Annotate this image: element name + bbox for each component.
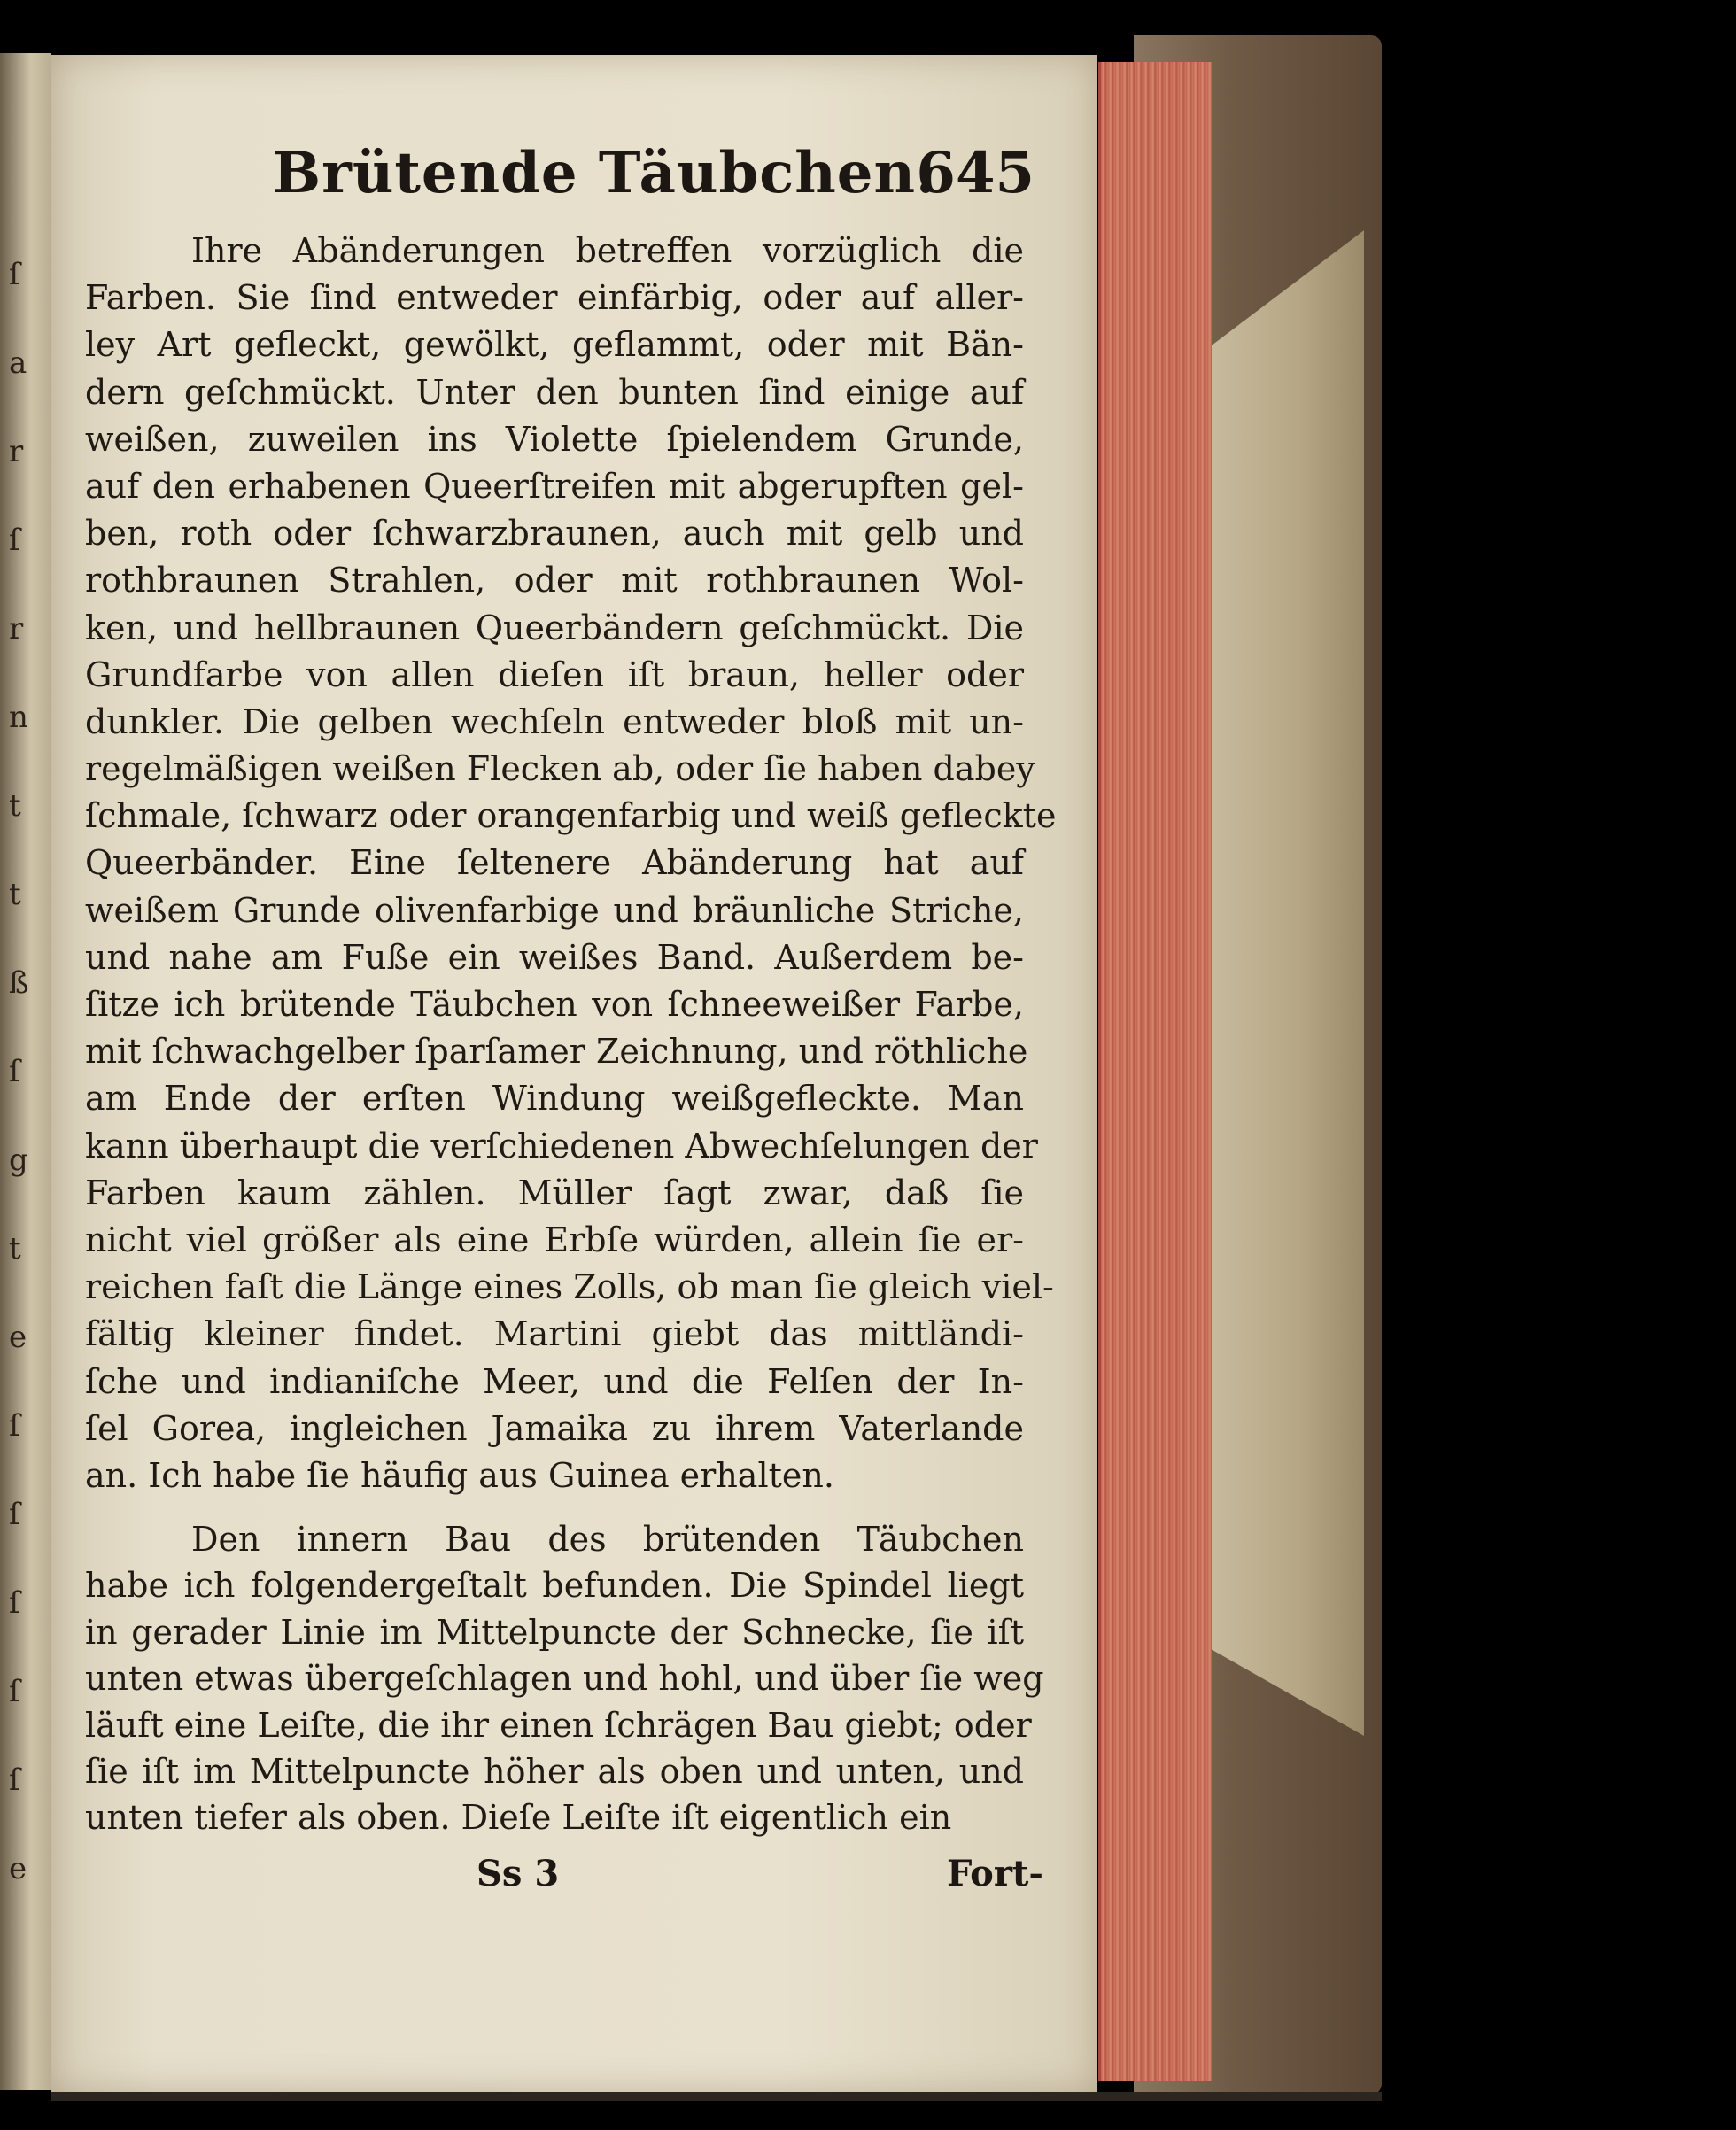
text-line: läuft eine Leiſte, die ihr einen ſchrägen Bau giebt; oder <box>85 1705 1032 1745</box>
text-line: Grundfarbe von allen dieſen iſt braun, heller oder <box>85 654 1024 694</box>
left-page-glyph: ſ <box>9 1585 20 1621</box>
text-line: reichen faſt die Länge eines Zolls, ob man ſie gleich viel- <box>85 1267 1054 1307</box>
text-line: Farben. Sie ſind entweder einfärbig, oder auf aller- <box>85 278 1024 318</box>
text-line: auf den erhabenen Queerſtreifen mit abgerupften gel- <box>85 466 1024 506</box>
left-page-glyph: e <box>9 1320 27 1355</box>
left-page-glyph: t <box>9 1231 21 1266</box>
text-line: dunkler. Die gelben wechſeln entweder bloß mit un- <box>85 701 1024 741</box>
text-line: regelmäßigen weißen Flecken ab, oder ſie haben dabey <box>85 749 1035 789</box>
left-page-glyph: t <box>9 877 21 912</box>
left-page-glyph: r <box>9 611 24 647</box>
left-page-glyph: n <box>9 700 28 735</box>
catchword: Fort- <box>946 1853 1043 1894</box>
text-line: ſitze ich brütende Täubchen von ſchneeweißer Farbe, <box>85 985 1024 1024</box>
book-page <box>51 55 1097 2092</box>
left-page-glyph: ſ <box>9 1762 20 1798</box>
page-fore-edge <box>1098 62 1212 2081</box>
left-page-glyph: g <box>9 1142 28 1178</box>
text-line: ſche und indianiſche Meer, und die Felſen der In- <box>85 1361 1024 1401</box>
page-number: 645 <box>916 140 1035 206</box>
text-line: mit ſchwachgelber ſparſamer Zeichnung, und röthliche <box>85 1032 1028 1072</box>
text-line: fältig kleiner findet. Martini giebt das mittländi- <box>85 1314 1024 1354</box>
text-line: weißem Grunde olivenfarbige und bräunliche Striche, <box>85 890 1024 930</box>
left-page-glyph: ſ <box>9 1054 20 1089</box>
left-page-glyph: e <box>9 1851 27 1886</box>
page-footer <box>477 1853 1043 1906</box>
left-page-glyph: ſ <box>9 257 20 292</box>
left-page-glyph: ſ <box>9 1408 20 1444</box>
text-line: ley Art gefleckt, gewölkt, geflammt, oder mit Bän- <box>85 325 1024 365</box>
text-line: nicht viel größer als eine Erbſe würden, allein ſie er- <box>85 1220 1024 1259</box>
text-line: weißen, zuweilen ins Violette ſpielendem Grunde, <box>85 419 1024 459</box>
running-title: Brütende Täubchen. <box>273 140 937 206</box>
paragraph-2 <box>85 1516 1044 1841</box>
text-line: ſchmale, ſchwarz oder orangenfarbig und weiß gefleckte <box>85 796 1057 836</box>
text-line: Den innern Bau des brütenden Täubchen <box>191 1520 1024 1559</box>
text-line: kann überhaupt die verſchiedenen Abwechſelungen der <box>85 1126 1038 1166</box>
text-line: an. Ich habe ſie häufig aus Guinea erhalten. <box>85 1455 834 1495</box>
left-page-glyph: ſ <box>9 1674 20 1709</box>
text-line: rothbraunen Strahlen, oder mit rothbraunen Wol- <box>85 561 1024 600</box>
text-line: in gerader Linie im Mittelpuncte der Schnecke, ſie iſt <box>85 1612 1024 1652</box>
text-line: ſie iſt im Mittelpuncte höher als oben und unten, und <box>85 1751 1024 1791</box>
text-line: ben, roth oder ſchwarzbraunen, auch mit gelb und <box>85 514 1024 554</box>
text-line: ſel Gorea, ingleichen Jamaika zu ihrem Vaterlande <box>85 1408 1024 1448</box>
scanner-edge <box>51 2092 1382 2101</box>
text-line: ken, und hellbraunen Queerbändern geſchmückt. Die <box>85 608 1024 647</box>
text-line: Queerbänder. Eine ſeltenere Abänderung hat auf <box>85 843 1024 883</box>
left-page-glyph: ß <box>9 965 29 1001</box>
left-page-fragment <box>0 53 51 2090</box>
cover-endpaper <box>1205 230 1364 1736</box>
left-page-glyph: a <box>9 345 27 381</box>
text-line: und nahe am Fuße ein weißes Band. Außerdem be- <box>85 937 1024 977</box>
left-page-glyph: ſ <box>9 523 20 558</box>
left-page-glyph: ſ <box>9 1497 20 1532</box>
signature-mark: Ss 3 <box>477 1853 560 1894</box>
left-page-glyph: t <box>9 788 21 824</box>
left-page-glyph: r <box>9 434 24 469</box>
text-line: unten tiefer als oben. Dieſe Leiſte iſt eigentlich ein <box>85 1798 952 1838</box>
text-line: unten etwas übergeſchlagen und hohl, und über ſie weg <box>85 1659 1044 1699</box>
text-line: habe ich folgendergeſtalt befunden. Die Spindel liegt <box>85 1566 1024 1606</box>
text-line: Farben kaum zählen. Müller ſagt zwar, daß ſie <box>85 1173 1024 1212</box>
text-line: am Ende der erſten Windung weißgefleckte. Man <box>85 1079 1024 1119</box>
text-line: dern geſchmückt. Unter den bunten ſind einige auf <box>85 372 1024 412</box>
paragraph-1 <box>85 228 1057 1499</box>
page-header <box>273 140 1035 211</box>
text-line: Ihre Abänderungen betreffen vorzüglich die <box>191 231 1024 270</box>
